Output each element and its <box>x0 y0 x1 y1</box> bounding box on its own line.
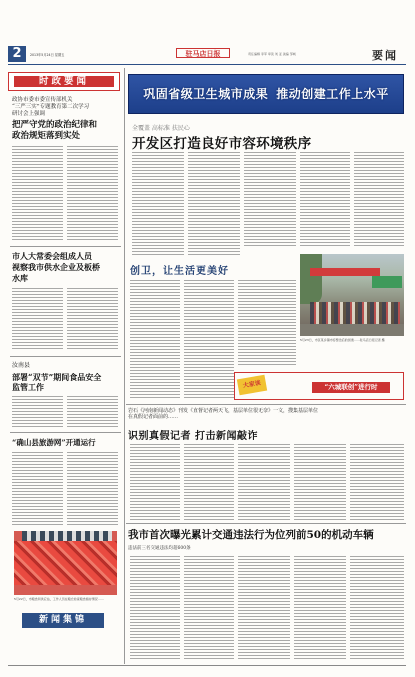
six-cities-tag: “六城联创”进行时 <box>312 382 390 393</box>
main-body-col3 <box>244 152 296 248</box>
photo-crowd <box>310 302 400 324</box>
main-subhead: 创卫，让生活更美好 <box>130 266 229 277</box>
article3-col4 <box>294 444 346 520</box>
column-divider <box>124 68 125 664</box>
headline-line: 政治规矩落到实处 <box>12 131 81 141</box>
street-photo <box>300 254 404 336</box>
article4-col2 <box>184 556 234 660</box>
banner-part2: 推动创建工作上水平 <box>276 87 389 101</box>
headline-line: 把严守党的政治纪律和 <box>12 120 98 130</box>
photo-sign <box>310 268 380 276</box>
left-article2-headline <box>12 251 122 284</box>
street-photo-caption: 5月23日，市区某乡镇市容整治后的街道……驻马店日报记者 摄 <box>300 338 385 342</box>
page-header <box>8 46 406 63</box>
article4-col1 <box>130 556 180 660</box>
main-kicker: 全覆盖 高标准 扶民心 <box>132 125 190 132</box>
left-article2-body-col1 <box>12 288 63 350</box>
feature-banner-text <box>129 85 403 102</box>
photo-road <box>300 324 404 336</box>
kicker-line: 政协市委市委宣传部机关 <box>12 97 73 103</box>
divider <box>10 246 121 247</box>
feature-banner <box>128 74 404 114</box>
headline-line: 部署“双节”期间食品安全 <box>12 372 102 382</box>
headline-line: 水库 <box>12 273 28 283</box>
article4-subhead: 违法前三名交通违法均超600条 <box>128 546 191 551</box>
left-article1-body-col1 <box>12 146 63 241</box>
left-article4-body-col1 <box>12 452 63 526</box>
left-photo <box>14 531 117 595</box>
headline-line: 监管工作 <box>12 382 44 392</box>
headline-line: 视察我市供水企业及板桥 <box>12 262 100 272</box>
divider <box>126 523 406 524</box>
divider <box>10 356 121 357</box>
main-body-col2 <box>188 152 240 256</box>
article3-headline: 识别真假记者 打击新闻敲诈 <box>128 431 258 442</box>
main-body-col4 <box>300 152 350 248</box>
left-article3-body-col1 <box>12 396 63 428</box>
article4-col5 <box>350 556 404 660</box>
left-section-tag <box>8 72 120 91</box>
article3-col5 <box>350 444 404 520</box>
banner-part1: 巩固省级卫生城市成果 <box>143 87 269 101</box>
editor-line: 责任编辑 李军 审读 刘 亚 美编 邹城 <box>248 52 296 56</box>
discussion-badge: 大家谈 <box>237 375 267 396</box>
section-name: 要闻 <box>372 49 398 62</box>
article4-col3 <box>238 556 290 660</box>
article4-headline: 我市首次曝光累计交通违法行为位列前50的机动车辆 <box>128 529 374 541</box>
footer-rule <box>8 665 406 666</box>
headline-line: 市人大常委会组成人员 <box>12 251 92 261</box>
left-article1-body-col2 <box>67 146 118 241</box>
main-headline: 开发区打造良好市容环境秩序 <box>132 136 312 152</box>
left-article2-body-col2 <box>67 288 118 350</box>
article3-col2 <box>184 444 234 520</box>
kicker-line: 研讨会上强调 <box>12 111 46 117</box>
main-body-col5 <box>354 152 404 248</box>
kicker-line: “三严三实”专题教育第二次学习 <box>12 104 90 110</box>
left-article4-headline: “确山县旅游网”开通运行 <box>12 438 96 447</box>
main-lower-col2 <box>184 280 234 400</box>
kicker-line: 岩石《河南新闻动态》刊发《直督记者两天飞，基层单位很无奈》一文，搜集基层单位 <box>128 408 319 414</box>
main-lower-col3 <box>238 280 296 366</box>
article3-kicker <box>128 408 318 420</box>
divider <box>10 432 121 433</box>
left-article1-headline <box>12 120 122 142</box>
left-article1-kicker <box>12 97 122 118</box>
news-collection-bar: 新闻集锦 <box>22 613 104 628</box>
article3-col1 <box>130 444 180 520</box>
left-section-tag-label: 时政要闻 <box>14 76 114 87</box>
left-article3-body-col2 <box>67 396 118 428</box>
photo-awning <box>372 276 402 288</box>
left-article3-headline <box>12 372 122 392</box>
article4-col4 <box>294 556 346 660</box>
masthead-logo: 驻马店日报 <box>176 48 230 58</box>
photo-goods <box>14 541 117 585</box>
article3-col3 <box>238 444 290 520</box>
kicker-line: 在真假记者面前的…… <box>128 414 179 420</box>
left-article4-body-col2 <box>67 452 118 526</box>
main-lower-col1 <box>130 280 180 400</box>
photo-tree <box>300 254 322 304</box>
main-body-col1 <box>132 152 184 256</box>
left-article3-kicker: 汝南县 <box>12 362 31 369</box>
issue-date: 2013年5月24日 星期五 <box>30 53 65 57</box>
divider <box>126 404 406 405</box>
header-rule <box>8 64 406 65</box>
left-photo-caption: 5月22日，市粮食局供应站，工作人员在粮仓检查粮食储存情况…… <box>14 597 104 601</box>
page-number: 2 <box>8 46 26 62</box>
